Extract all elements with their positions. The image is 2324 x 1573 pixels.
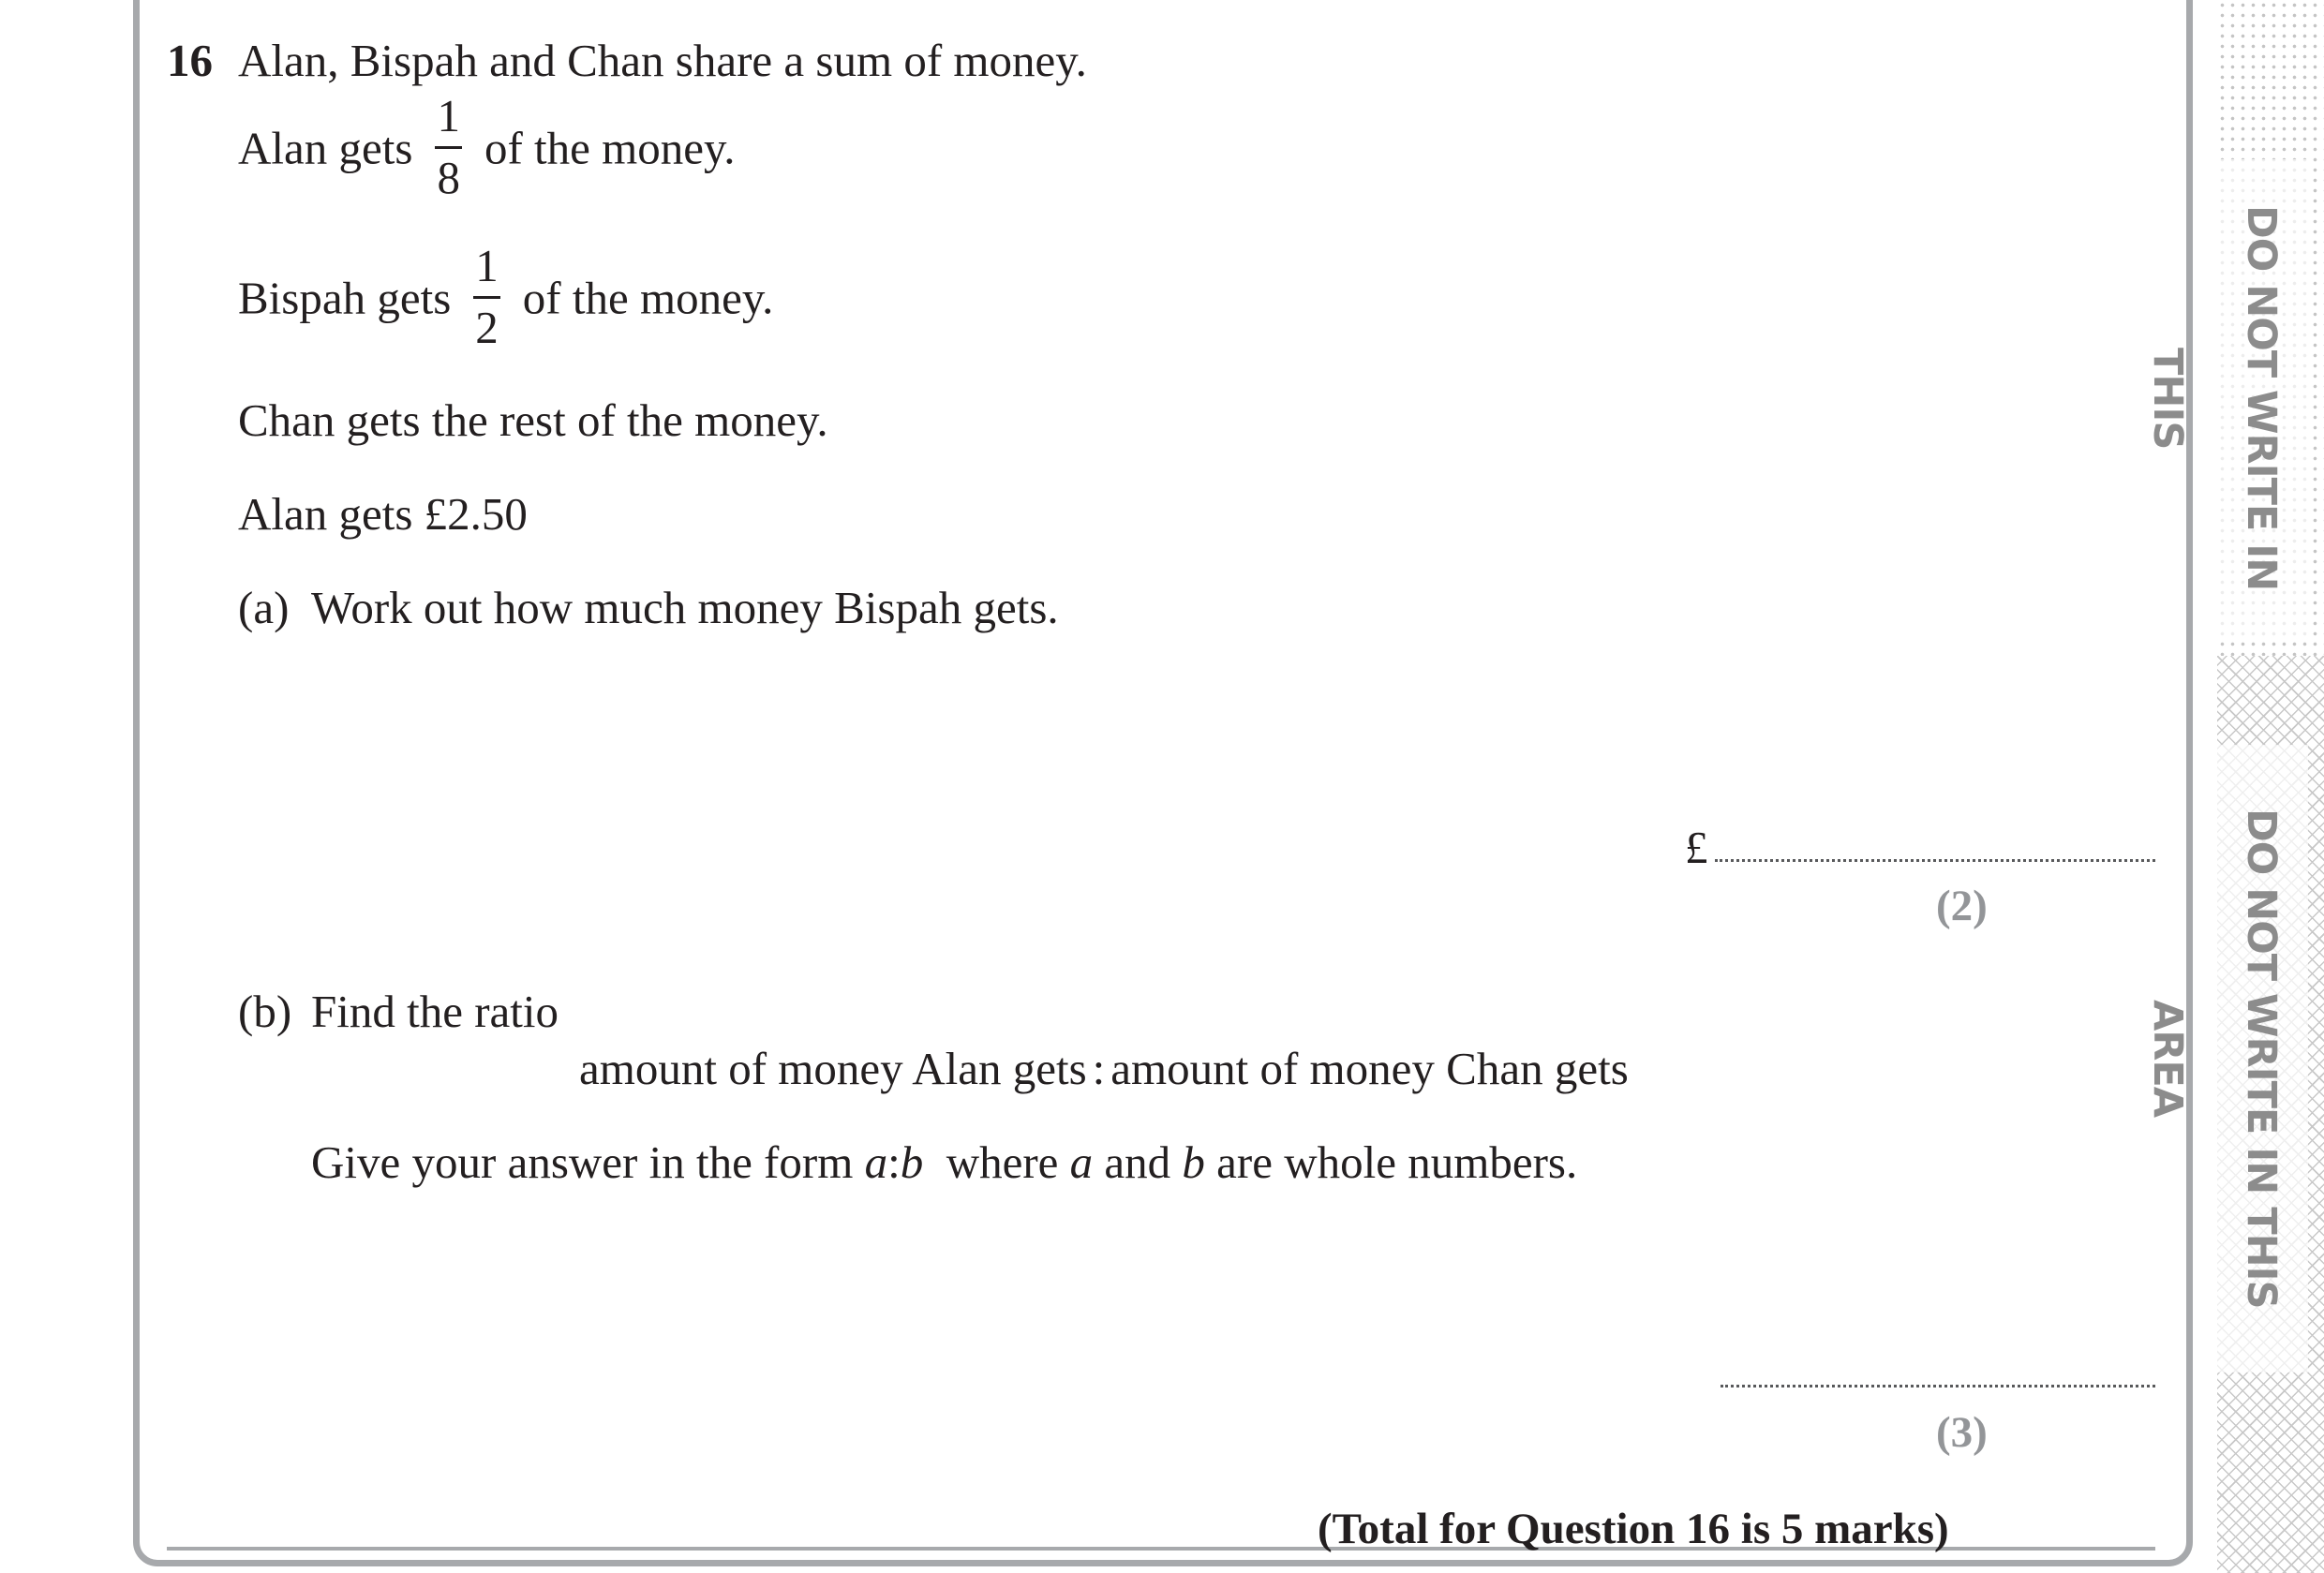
form-colon: :	[887, 1136, 901, 1188]
chan-share: Chan gets the rest of the money.	[238, 394, 828, 446]
question-total: (Total for Question 16 is 5 marks)	[1318, 1505, 1949, 1553]
part-a-marks: (2)	[1936, 882, 1988, 930]
instruction-and: and	[1104, 1136, 1171, 1188]
question-number: 16	[167, 35, 213, 86]
part-b-marks: (3)	[1936, 1408, 1988, 1457]
do-not-write-warning-lower: DO NOT WRITE IN THIS AREA	[2214, 745, 2308, 1373]
bispah-fraction	[473, 240, 500, 353]
instruction-form: Give your answer in the form	[311, 1136, 854, 1188]
instruction-where: where	[946, 1136, 1059, 1188]
question-intro: Alan, Bispah and Chan share a sum of money.	[238, 35, 1087, 86]
part-b-label: (b)	[238, 986, 292, 1037]
alan-share-before: Alan gets	[238, 122, 413, 174]
part-a-currency: £	[1685, 822, 1708, 873]
part-b-answer-line[interactable]	[1721, 1385, 2155, 1388]
instruction-whole-numbers: are whole numbers.	[1216, 1136, 1578, 1188]
part-a-text: Work out how much money Bispah gets.	[311, 582, 1059, 633]
bispah-share-after: of the money.	[522, 272, 774, 324]
alan-share-after: of the money.	[484, 122, 736, 174]
bispah-fraction-numerator: 1	[473, 243, 500, 299]
bispah-fraction-denominator: 2	[475, 301, 499, 353]
ratio-right: amount of money Chan gets	[1110, 1043, 1629, 1094]
part-b-instruction	[311, 1136, 1578, 1188]
variable-b: b	[900, 1136, 924, 1188]
do-not-write-warning-upper: DO NOT WRITE IN THIS	[2214, 159, 2308, 637]
part-a-answer-line[interactable]	[1715, 859, 2155, 862]
variable-a: a	[864, 1136, 888, 1188]
alan-share-line	[238, 90, 736, 208]
bispah-share-before: Bispah gets	[238, 272, 452, 324]
ratio-left: amount of money Alan gets	[579, 1043, 1087, 1094]
bispah-share-line	[238, 240, 774, 358]
variable-b-2: b	[1182, 1136, 1205, 1188]
alan-fraction-numerator: 1	[435, 93, 462, 149]
alan-amount: Alan gets £2.50	[238, 488, 528, 540]
variable-a-2: a	[1069, 1136, 1094, 1188]
alan-fraction	[435, 90, 462, 203]
alan-fraction-denominator: 8	[437, 151, 460, 203]
part-b-text: Find the ratio	[311, 986, 559, 1037]
ratio-expression	[579, 1043, 1629, 1094]
part-a-label: (a)	[238, 582, 290, 633]
question-frame	[133, 0, 2193, 1566]
ratio-separator: :	[1092, 1043, 1106, 1094]
